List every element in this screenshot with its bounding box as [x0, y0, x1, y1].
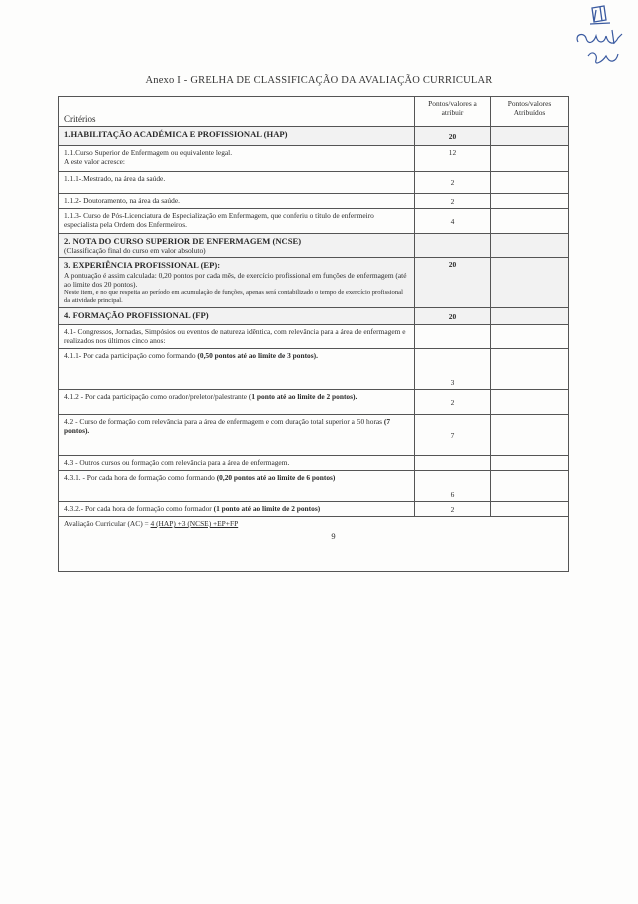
table-row	[59, 308, 569, 325]
header-pontos-atribuidos: Pontos/valores Atribuídos	[491, 97, 569, 127]
awarded-cell	[491, 390, 569, 415]
table-row	[59, 146, 569, 172]
criterion-1-1-note: A este valor acresce:	[64, 157, 125, 166]
awarded-cell	[491, 349, 569, 390]
awarded-cell	[491, 234, 569, 258]
points-cell: 4	[415, 209, 491, 234]
table-row	[59, 258, 569, 308]
awarded-cell	[491, 127, 569, 146]
table-row	[59, 127, 569, 146]
points-cell: 6	[415, 471, 491, 502]
awarded-cell	[491, 415, 569, 456]
criterion-1-1-1: 1.1.1-.Mestrado, na área da saúde.	[59, 172, 415, 194]
criterion-cell	[59, 471, 415, 502]
header-criterios: Critérios	[59, 97, 415, 127]
points-cell: 2	[415, 502, 491, 517]
criterion-cell	[59, 146, 415, 172]
points-cell: 20	[415, 127, 491, 146]
criterion-4-3-2-text: 4.3.2.- Por cada hora de formação como formador	[64, 504, 214, 513]
points-cell	[415, 234, 491, 258]
section-fp-title: 4. FORMAÇÃO PROFISSIONAL (FP)	[59, 308, 415, 325]
criterion-cell	[59, 349, 415, 390]
points-cell: 2	[415, 172, 491, 194]
awarded-cell	[491, 172, 569, 194]
criterion-4-1-1-points-rule: (0,50 pontos até ao limite de 3 pontos).	[197, 351, 318, 360]
points-cell: 12	[415, 146, 491, 172]
criterion-4-3-1-points-rule: (0,20 pontos até ao limite de 6 pontos)	[216, 473, 336, 482]
handwritten-signature	[570, 4, 630, 80]
table-row	[59, 194, 569, 209]
section-ep-text: A pontuação é assim calculada: 0,20 pontos por cada mês, de exercício profissional em funções de enfermagem (até ao limite dos 20 pontos).	[64, 271, 407, 289]
criterion-1-1-text: 1.1.Curso Superior de Enfermagem ou equivalente legal.	[64, 148, 233, 157]
criterion-4-1-2-points-rule: 1 ponto até ao limite de 2 pontos).	[251, 392, 358, 401]
criterion-1-1-3: 1.1.3- Curso de Pós-Licenciatura de Especialização em Enfermagem, que conferiu o título de enfermeiro especialista pela Ordem dos Enfermeiros.	[59, 209, 415, 234]
criterion-4-2-text: 4.2 - Curso de formação com relevância para a área de enfermagem e com duração total superior a 50 horas	[64, 417, 384, 426]
awarded-cell	[491, 456, 569, 471]
section-ncse-cell	[59, 234, 415, 258]
formula-row	[59, 517, 569, 572]
awarded-cell	[491, 194, 569, 209]
table-row	[59, 325, 569, 349]
points-cell: 3	[415, 349, 491, 390]
criterion-1-1-2: 1.1.2- Doutoramento, na área da saúde.	[59, 194, 415, 209]
criterion-4-1-1-text: 4.1.1- Por cada participação como formando	[64, 351, 198, 360]
points-cell: 2	[415, 390, 491, 415]
awarded-cell	[491, 308, 569, 325]
classification-table	[58, 96, 569, 572]
points-cell: 2	[415, 194, 491, 209]
table-row	[59, 390, 569, 415]
criterion-4-2-points-rule: (7 pontos).	[64, 417, 391, 435]
section-ncse-title: 2. NOTA DO CURSO SUPERIOR DE ENFERMAGEM (NCSE)	[64, 236, 302, 246]
awarded-cell	[491, 258, 569, 308]
formula-expression: 4 (HAP) +3 (NCSE) +EP+FP	[150, 519, 239, 528]
header-pontos-atribuir: Pontos/valores a atribuir	[415, 97, 491, 127]
awarded-cell	[491, 146, 569, 172]
table-row	[59, 415, 569, 456]
points-cell: 7	[415, 415, 491, 456]
table-row	[59, 456, 569, 471]
criterion-cell	[59, 502, 415, 517]
criterion-4-3-2-points-rule: (1 ponto até ao limite de 2 pontos)	[213, 504, 321, 513]
criterion-4-1: 4.1- Congressos, Jornadas, Simpósios ou eventos de natureza idêntica, com relevância para a área de enfermagem e realizados nos últimos cinco anos:	[59, 325, 415, 349]
table-row	[59, 209, 569, 234]
section-ep-note: Neste item, e no que respeita ao período em acumulação de funções, apenas será contabilizado o tempo de exercício profissional da atividade principal.	[64, 289, 403, 304]
document-title: Anexo I - GRELHA DE CLASSIFICAÇÃO DA AVALIAÇÃO CURRICULAR	[145, 75, 493, 86]
table-row	[59, 471, 569, 502]
table-row	[59, 502, 569, 517]
formula-cell	[59, 517, 569, 572]
criterion-cell	[59, 415, 415, 456]
awarded-cell	[491, 325, 569, 349]
awarded-cell	[491, 471, 569, 502]
criterion-4-3-1-text: 4.3.1. - Por cada hora de formação como formando	[64, 473, 217, 482]
criterion-4-1-2-text: 4.1.2 - Por cada participação como orador/preletor/palestrante (	[64, 392, 252, 401]
criterion-4-3: 4.3 - Outros cursos ou formação com relevância para a área de enfermagem.	[59, 456, 415, 471]
section-ep-cell	[59, 258, 415, 308]
awarded-cell	[491, 502, 569, 517]
section-ncse-subtitle: (Classificação final do curso em valor absoluto)	[64, 246, 206, 255]
awarded-cell	[491, 209, 569, 234]
points-cell: 20	[415, 308, 491, 325]
table-row	[59, 234, 569, 258]
points-cell	[415, 325, 491, 349]
table-row	[59, 172, 569, 194]
section-ep-title: 3. EXPERIÊNCIA PROFISSIONAL (EP):	[64, 260, 221, 270]
points-cell	[415, 456, 491, 471]
points-cell: 20	[415, 258, 491, 308]
criterion-cell	[59, 390, 415, 415]
section-hap-title: 1.HABILITAÇÃO ACADÉMICA E PROFISSIONAL (HAP)	[59, 127, 415, 146]
formula-divisor: 9	[331, 531, 336, 541]
table-row	[59, 349, 569, 390]
table-header-row	[59, 97, 569, 127]
formula-lead: Avaliação Curricular (AC) =	[64, 519, 151, 528]
